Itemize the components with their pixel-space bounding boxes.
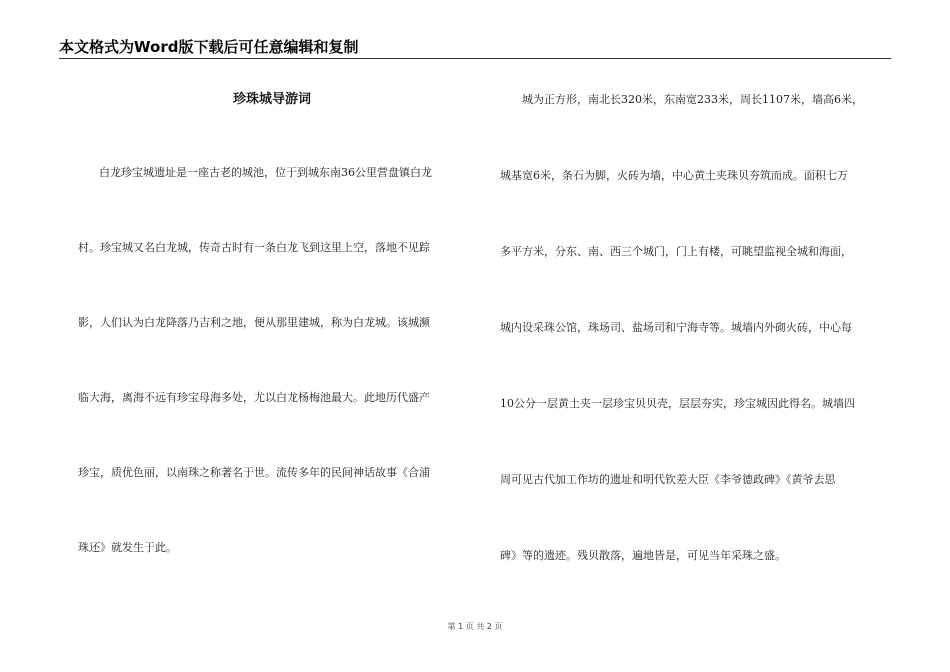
text-line: 周可见古代加工作坊的遗址和明代钦差大臣《李爷德政碑》《黄爷去思 <box>500 473 836 486</box>
text-line: 城内设采珠公馆，珠场司、盐场司和宁海寺等。城墙内外砌火砖，中心每 <box>500 321 852 334</box>
text-line: 珍宝，质优色丽，以南珠之称著名于世。流传多年的民间神话故事《合浦 <box>78 466 430 479</box>
header-banner <box>59 34 891 59</box>
document-title: 珍珠城导游词 <box>232 92 311 107</box>
text-line: 白龙珍宝城遗址是一座古老的城池，位于到城东南36公里营盘镇白龙 <box>99 166 432 179</box>
header-banner-text: 本文格式为Word版下载后可任意编辑和复制 <box>59 38 359 56</box>
text-line: 城为正方形，南北长320米，东南宽233米，周长1107米，墙高6米， <box>522 93 863 106</box>
right-column <box>500 86 890 618</box>
left-column <box>78 86 466 609</box>
text-line: 10公分一层黄土夹一层珍宝贝贝壳，层层夯实，珍宝城因此得名。城墙四 <box>500 397 855 410</box>
text-line: 碑》等的遗迹。残贝散落，遍地皆是，可见当年采珠之盛。 <box>500 549 786 562</box>
text-line: 村。珍宝城又名白龙城，传奇古时有一条白龙飞到这里上空，落地不见踪 <box>78 241 430 254</box>
text-line: 城基宽6米，条石为脚，火砖为墙，中心黄土夹珠贝夯筑而成。面积七万 <box>500 169 848 182</box>
text-line: 多平方米，分东、南、西三个城门，门上有楼，可眺望监视全城和海面， <box>500 245 852 258</box>
page-footer: 第 1 页 共 2 页 <box>447 622 503 631</box>
text-line: 珠还》就发生于此。 <box>78 541 177 554</box>
text-line: 影，人们认为白龙降落乃吉利之地，便从那里建城，称为白龙城。该城濒 <box>78 316 430 329</box>
text-line: 临大海，离海不远有珍宝母海多处，尤以白龙杨梅池最大。此地历代盛产 <box>78 391 430 404</box>
